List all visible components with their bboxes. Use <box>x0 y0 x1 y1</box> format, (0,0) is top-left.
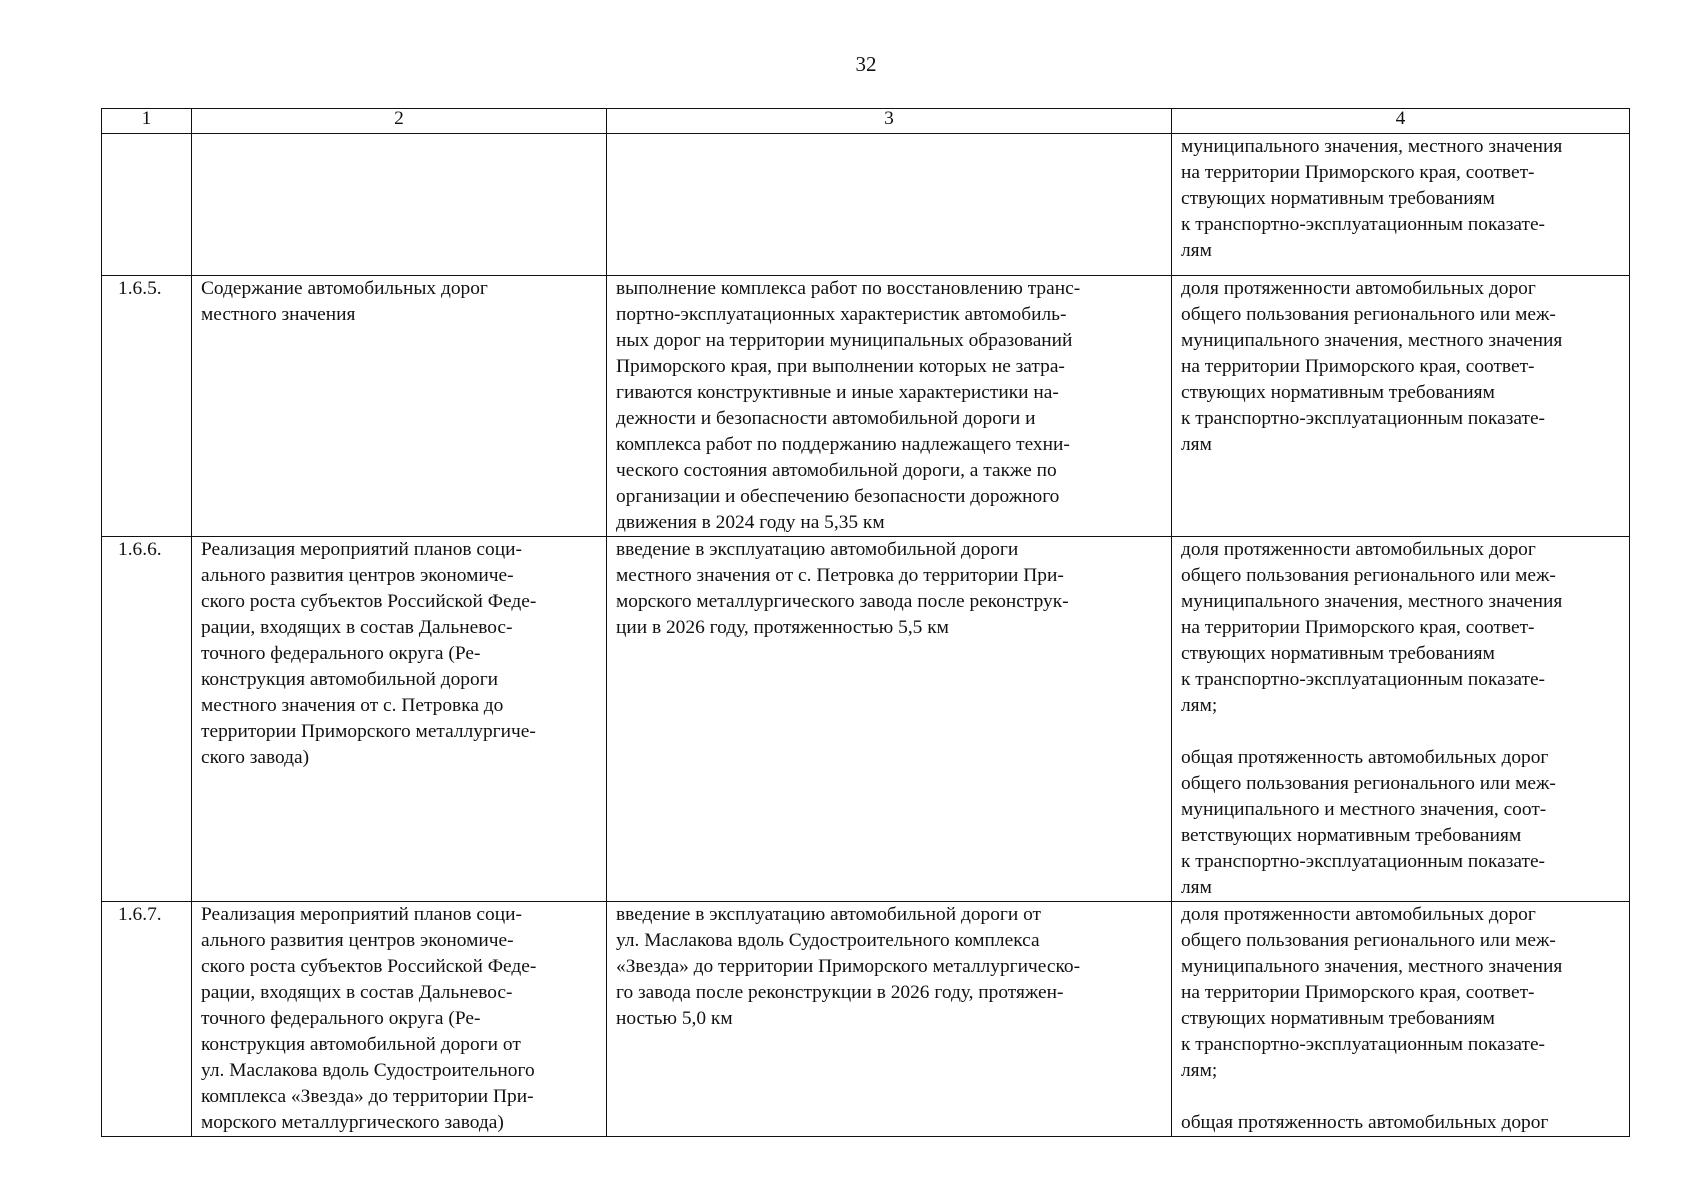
text-line: комплекса «Звезда» до территории При- <box>201 1086 534 1107</box>
text-line: ствующих нормативным требованиям <box>1181 188 1495 209</box>
column-number-4: 4 <box>1172 109 1630 134</box>
measure-name <box>192 902 607 1137</box>
text-line: ветствующих нормативным требованиям <box>1181 825 1522 846</box>
table-row <box>102 134 1630 276</box>
text-line: к транспортно-эксплуатационным показате- <box>1181 408 1546 429</box>
column-number-2: 2 <box>192 109 607 134</box>
text-line: точного федерального округа (Ре- <box>201 1008 481 1029</box>
column-number-1: 1 <box>102 109 192 134</box>
text-line: выполнение комплекса работ по восстановлению транс- <box>616 278 1081 299</box>
text-line: Реализация мероприятий планов соци- <box>201 539 522 560</box>
text-line: портно-эксплуатационных характеристик автомобиль- <box>616 304 1067 325</box>
text-line: рации, входящих в состав Дальневос- <box>201 982 513 1003</box>
text-line: общего пользования регионального или меж- <box>1181 565 1556 586</box>
text-line: ального развития центров экономиче- <box>201 930 514 951</box>
text-line: ных дорог на территории муниципальных образований <box>616 330 1073 351</box>
text-line: Приморского края, при выполнении которых не затра- <box>616 356 1065 377</box>
text-line: го завода после реконструкции в 2026 году, протяжен- <box>616 982 1064 1003</box>
text-line: местного значения от с. Петровка до <box>201 695 504 716</box>
text-line: движения в 2024 году на 5,35 км <box>616 512 885 533</box>
text-line: рации, входящих в состав Дальневос- <box>201 617 513 638</box>
measure-indicators <box>1172 537 1630 902</box>
text-line: территории Приморского металлургиче- <box>201 721 536 742</box>
text-line: ческого состояния автомобильной дороги, а также по <box>616 460 1057 481</box>
table-row <box>102 537 1630 902</box>
text-line: конструкция автомобильной дороги от <box>201 1034 521 1055</box>
text-line: муниципального значения, местного значения <box>1181 956 1563 977</box>
text-line: комплекса работ по поддержанию надлежащего техни- <box>616 434 1070 455</box>
text-line: организации и обеспечению безопасности дорожного <box>616 486 1060 507</box>
text-line: доля протяженности автомобильных дорог <box>1181 278 1536 299</box>
text-line: ствующих нормативным требованиям <box>1181 1008 1495 1029</box>
program-table <box>101 108 1630 1137</box>
text-line: конструкция автомобильной дороги <box>201 669 499 690</box>
measure-indicators <box>1172 276 1630 537</box>
measure-indicators <box>1172 902 1630 1137</box>
text-line: введение в эксплуатацию автомобильной дороги <box>616 539 1019 560</box>
text-line: введение в эксплуатацию автомобильной дороги от <box>616 904 1041 925</box>
text-line: ул. Маслакова вдоль Судостроительного <box>201 1060 535 1081</box>
text-line: к транспортно-эксплуатационным показате- <box>1181 669 1546 690</box>
text-line: морского металлургического завода после реконструк- <box>616 591 1069 612</box>
table-body <box>102 109 1630 1137</box>
measure-name <box>192 276 607 537</box>
text-line: лям <box>1181 240 1212 261</box>
header-row <box>102 109 1630 134</box>
text-line: местного значения от с. Петровка до территории При- <box>616 565 1064 586</box>
text-line: ального развития центров экономиче- <box>201 565 514 586</box>
text-line: ствующих нормативным требованиям <box>1181 643 1495 664</box>
text-line: муниципального значения, местного значения <box>1181 591 1563 612</box>
text-line: гиваются конструктивные и иные характеристики на- <box>616 382 1059 403</box>
text-line: доля протяженности автомобильных дорог <box>1181 904 1536 925</box>
item-number: 1.6.5. <box>102 276 192 537</box>
text-line: общего пользования регионального или меж- <box>1181 930 1556 951</box>
text-line: ции в 2026 году, протяженностью 5,5 км <box>616 617 949 638</box>
item-number: 1.6.6. <box>102 537 192 902</box>
measure-name <box>192 537 607 902</box>
item-number: 1.6.7. <box>102 902 192 1137</box>
text-line: Реализация мероприятий планов соци- <box>201 904 522 925</box>
text-line: на территории Приморского края, соответ- <box>1181 982 1535 1003</box>
text-line: ского роста субъектов Российской Феде- <box>201 956 537 977</box>
text-line: лям <box>1181 434 1212 455</box>
text-line: лям <box>1181 877 1212 898</box>
measure-description <box>607 902 1172 1137</box>
text-line: на территории Приморского края, соответ- <box>1181 356 1535 377</box>
measure-indicators <box>1172 134 1630 276</box>
measure-description <box>607 134 1172 276</box>
paragraph-gap <box>1181 1084 1620 1110</box>
text-line: дежности и безопасности автомобильной дороги и <box>616 408 1036 429</box>
text-line: общего пользования регионального или меж- <box>1181 304 1556 325</box>
measure-description <box>607 276 1172 537</box>
text-line: местного значения <box>201 304 356 325</box>
text-line: ского роста субъектов Российской Феде- <box>201 591 537 612</box>
text-line: общая протяженность автомобильных дорог <box>1181 1112 1549 1133</box>
table-row <box>102 276 1630 537</box>
page-number: 32 <box>855 52 877 76</box>
text-line: лям; <box>1181 1060 1218 1081</box>
text-line: муниципального значения, местного значения <box>1181 330 1563 351</box>
text-line: общего пользования регионального или меж- <box>1181 773 1556 794</box>
text-line: к транспортно-эксплуатационным показате- <box>1181 851 1546 872</box>
text-line: морского металлургического завода) <box>201 1112 504 1133</box>
table-row <box>102 902 1630 1137</box>
text-line: к транспортно-эксплуатационным показате- <box>1181 1034 1546 1055</box>
text-line: Содержание автомобильных дорог <box>201 278 488 299</box>
text-line: ностью 5,0 км <box>616 1008 733 1029</box>
paragraph-gap <box>1181 719 1620 745</box>
text-line: лям; <box>1181 695 1218 716</box>
measure-description <box>607 537 1172 902</box>
text-line: на территории Приморского края, соответ- <box>1181 162 1535 183</box>
text-line: ского завода) <box>201 747 310 768</box>
item-number <box>102 134 192 276</box>
text-line: муниципального и местного значения, соот- <box>1181 799 1547 820</box>
text-line: доля протяженности автомобильных дорог <box>1181 539 1536 560</box>
text-line: «Звезда» до территории Приморского металлургическо- <box>616 956 1081 977</box>
text-line: ствующих нормативным требованиям <box>1181 382 1495 403</box>
text-line: точного федерального округа (Ре- <box>201 643 481 664</box>
measure-name <box>192 134 607 276</box>
text-line: ул. Маслакова вдоль Судостроительного комплекса <box>616 930 1040 951</box>
text-line: общая протяженность автомобильных дорог <box>1181 747 1549 768</box>
text-line: на территории Приморского края, соответ- <box>1181 617 1535 638</box>
column-number-3: 3 <box>607 109 1172 134</box>
text-line: к транспортно-эксплуатационным показате- <box>1181 214 1546 235</box>
text-line: муниципального значения, местного значения <box>1181 136 1563 157</box>
